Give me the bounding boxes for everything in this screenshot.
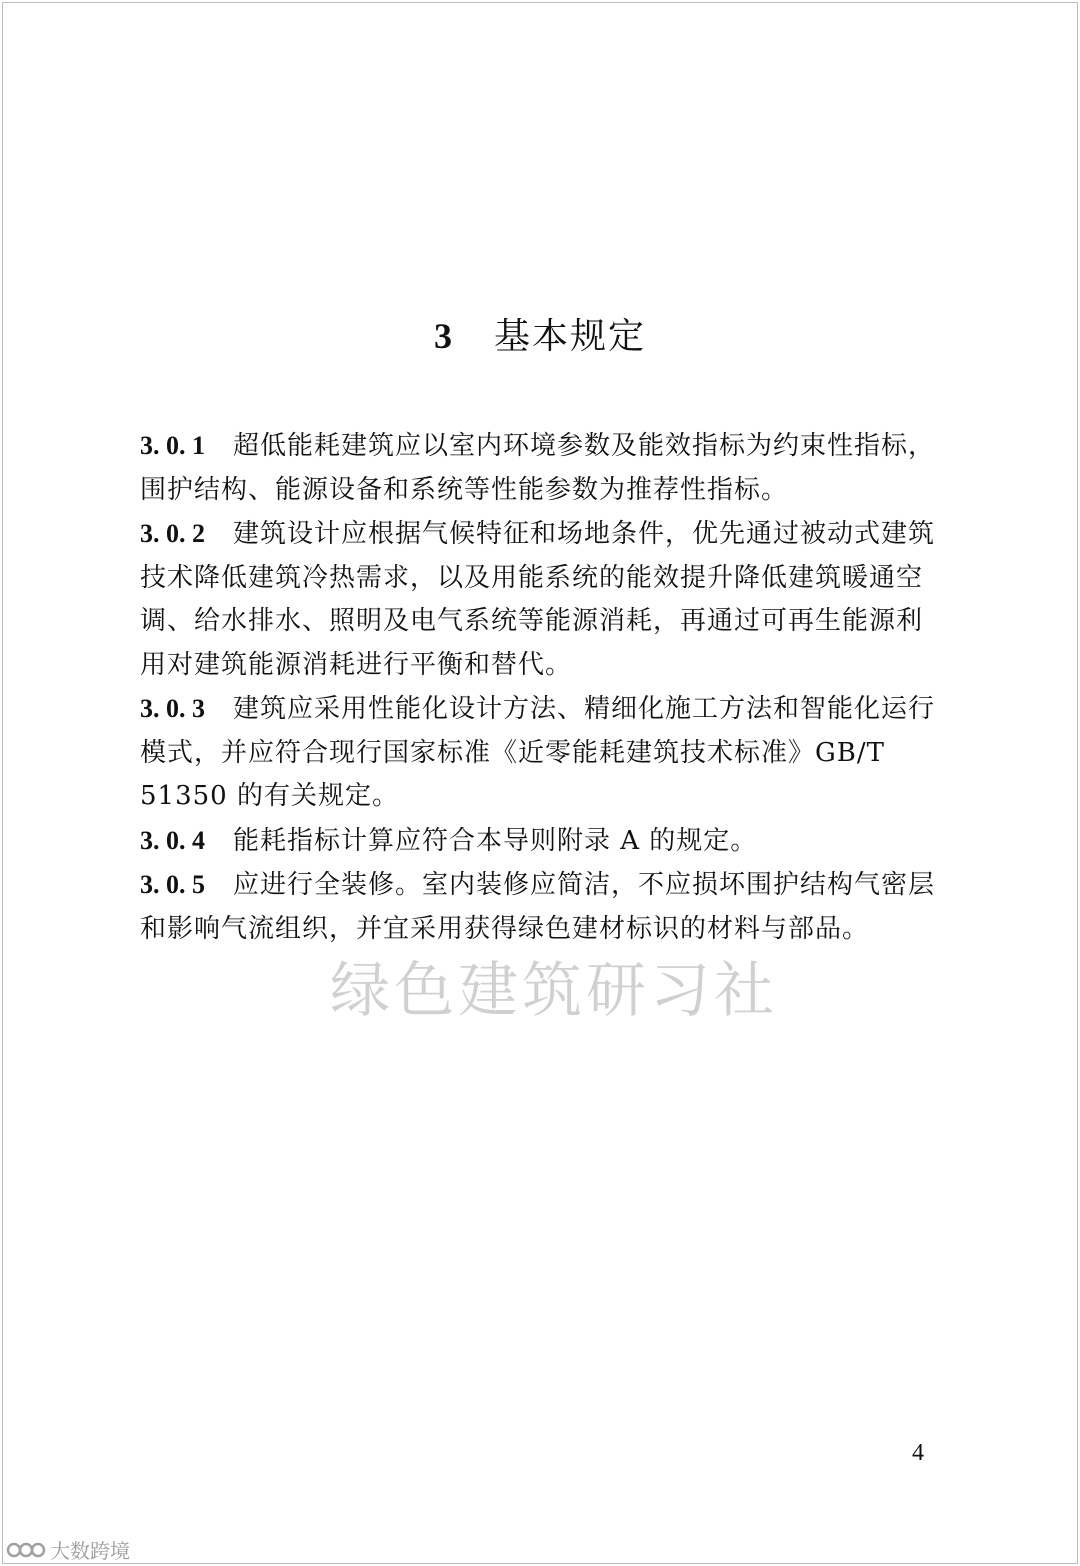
clause-text: 建筑设计应根据气候特征和场地条件，优先通过被动式建筑技术降低建筑冷热需求，以及用能系统的能效提升降低建筑暖通空调、给水排水、照明及电气系统等能源消耗，再通过可再生能源利用对建筑能源消耗进行平衡和替代。 bbox=[140, 519, 936, 680]
clause-3-0-4 bbox=[140, 819, 940, 864]
clause-3-0-3 bbox=[140, 687, 940, 819]
clause-text: 能耗指标计算应符合本导则附录 A 的规定。 bbox=[233, 825, 758, 856]
clause-text: 建筑应采用性能化设计方法、精细化施工方法和智能化运行模式，并应符合现行国家标准《近零能耗建筑技术标准》GB/T 51350 的有关规定。 bbox=[140, 694, 936, 811]
clause-number: 3. 0. 5 bbox=[140, 870, 205, 899]
watermark: 绿色建筑研习社 bbox=[330, 956, 778, 1026]
clause-3-0-1 bbox=[140, 424, 940, 512]
chapter-title bbox=[0, 308, 1080, 359]
source-logo bbox=[6, 1535, 130, 1564]
page-number: 4 bbox=[912, 1440, 924, 1466]
chapter-title-text: 基本规定 bbox=[493, 316, 646, 357]
clause-number: 3. 0. 3 bbox=[140, 694, 205, 723]
clause-3-0-2 bbox=[140, 512, 940, 687]
clause-number: 3. 0. 4 bbox=[140, 825, 205, 855]
clause-number: 3. 0. 2 bbox=[140, 519, 205, 548]
clause-number: 3. 0. 1 bbox=[140, 431, 205, 460]
logo-text: 大数跨境 bbox=[50, 1539, 130, 1563]
chapter-number: 3 bbox=[433, 316, 454, 356]
clause-text: 应进行全装修。室内装修应简洁，不应损坏围护结构气密层和影响气流组织，并宜采用获得绿色建材标识的材料与部品。 bbox=[140, 870, 936, 944]
dashuju-logo-icon bbox=[6, 1539, 46, 1561]
clause-text: 超低能耗建筑应以室内环境参数及能效指标为约束性指标，围护结构、能源设备和系统等性能参数为推荐性指标。 bbox=[140, 431, 936, 505]
clause-list bbox=[140, 424, 940, 951]
clause-3-0-5 bbox=[140, 863, 940, 951]
